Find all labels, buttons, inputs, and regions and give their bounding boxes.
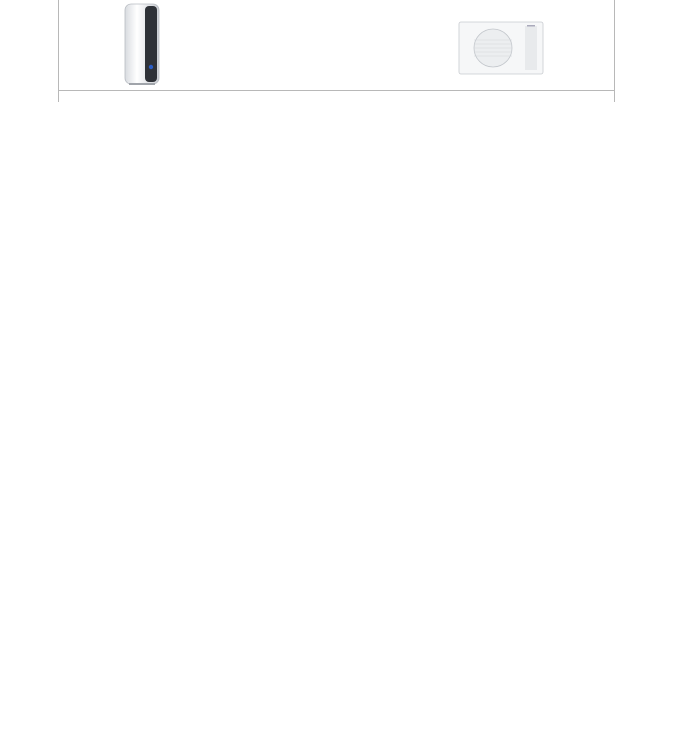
product-images — [58, 0, 615, 90]
ecolabel-row — [58, 90, 615, 102]
spec-sheet — [58, 0, 615, 118]
boiler-image — [119, 2, 165, 86]
outdoor-unit-image — [457, 18, 547, 76]
ecolabel-label-nl — [59, 91, 257, 102]
ecolabel-value — [257, 91, 417, 102]
ecolabel-label-fr — [417, 91, 615, 102]
